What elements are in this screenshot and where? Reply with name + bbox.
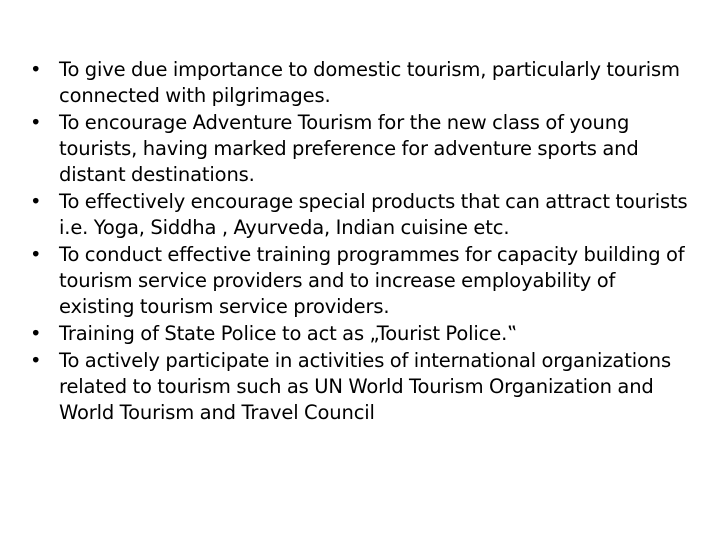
bullet-marker: •	[30, 111, 42, 134]
bullet-marker: •	[30, 243, 42, 266]
bullet-marker: •	[30, 349, 42, 372]
bullet-marker: •	[30, 322, 42, 345]
bullet-list	[30, 57, 695, 427]
list-item	[30, 348, 695, 426]
bullet-marker: •	[30, 190, 42, 213]
list-item	[30, 189, 695, 241]
list-item	[30, 57, 695, 109]
bullet-text-training-programmes: To conduct effective training programmes for capacity building of tourism service providers and to increase employability of existing tourism service providers.	[59, 243, 685, 318]
list-item	[30, 242, 695, 320]
bullet-text-adventure-tourism: To encourage Adventure Tourism for the new class of young tourists, having marked preference for adventure sports and distant destinations.	[59, 111, 639, 186]
bullet-text-domestic-tourism: To give due importance to domestic tourism, particularly tourism connected with pilgrimages.	[59, 58, 680, 107]
bullet-text-special-products: To effectively encourage special products that can attract tourists i.e. Yoga, Siddha , Ayurveda, Indian cuisine etc.	[59, 190, 688, 239]
bullet-marker: •	[30, 58, 42, 81]
bullet-text-tourist-police: Training of State Police to act as „Tourist Police.‟	[59, 322, 518, 345]
list-item	[30, 110, 695, 188]
list-item	[30, 321, 695, 347]
bullet-text-international-organizations: To actively participate in activities of international organizations related to tourism such as UN World Tourism Organization and World Tourism and Travel Council	[59, 349, 671, 424]
